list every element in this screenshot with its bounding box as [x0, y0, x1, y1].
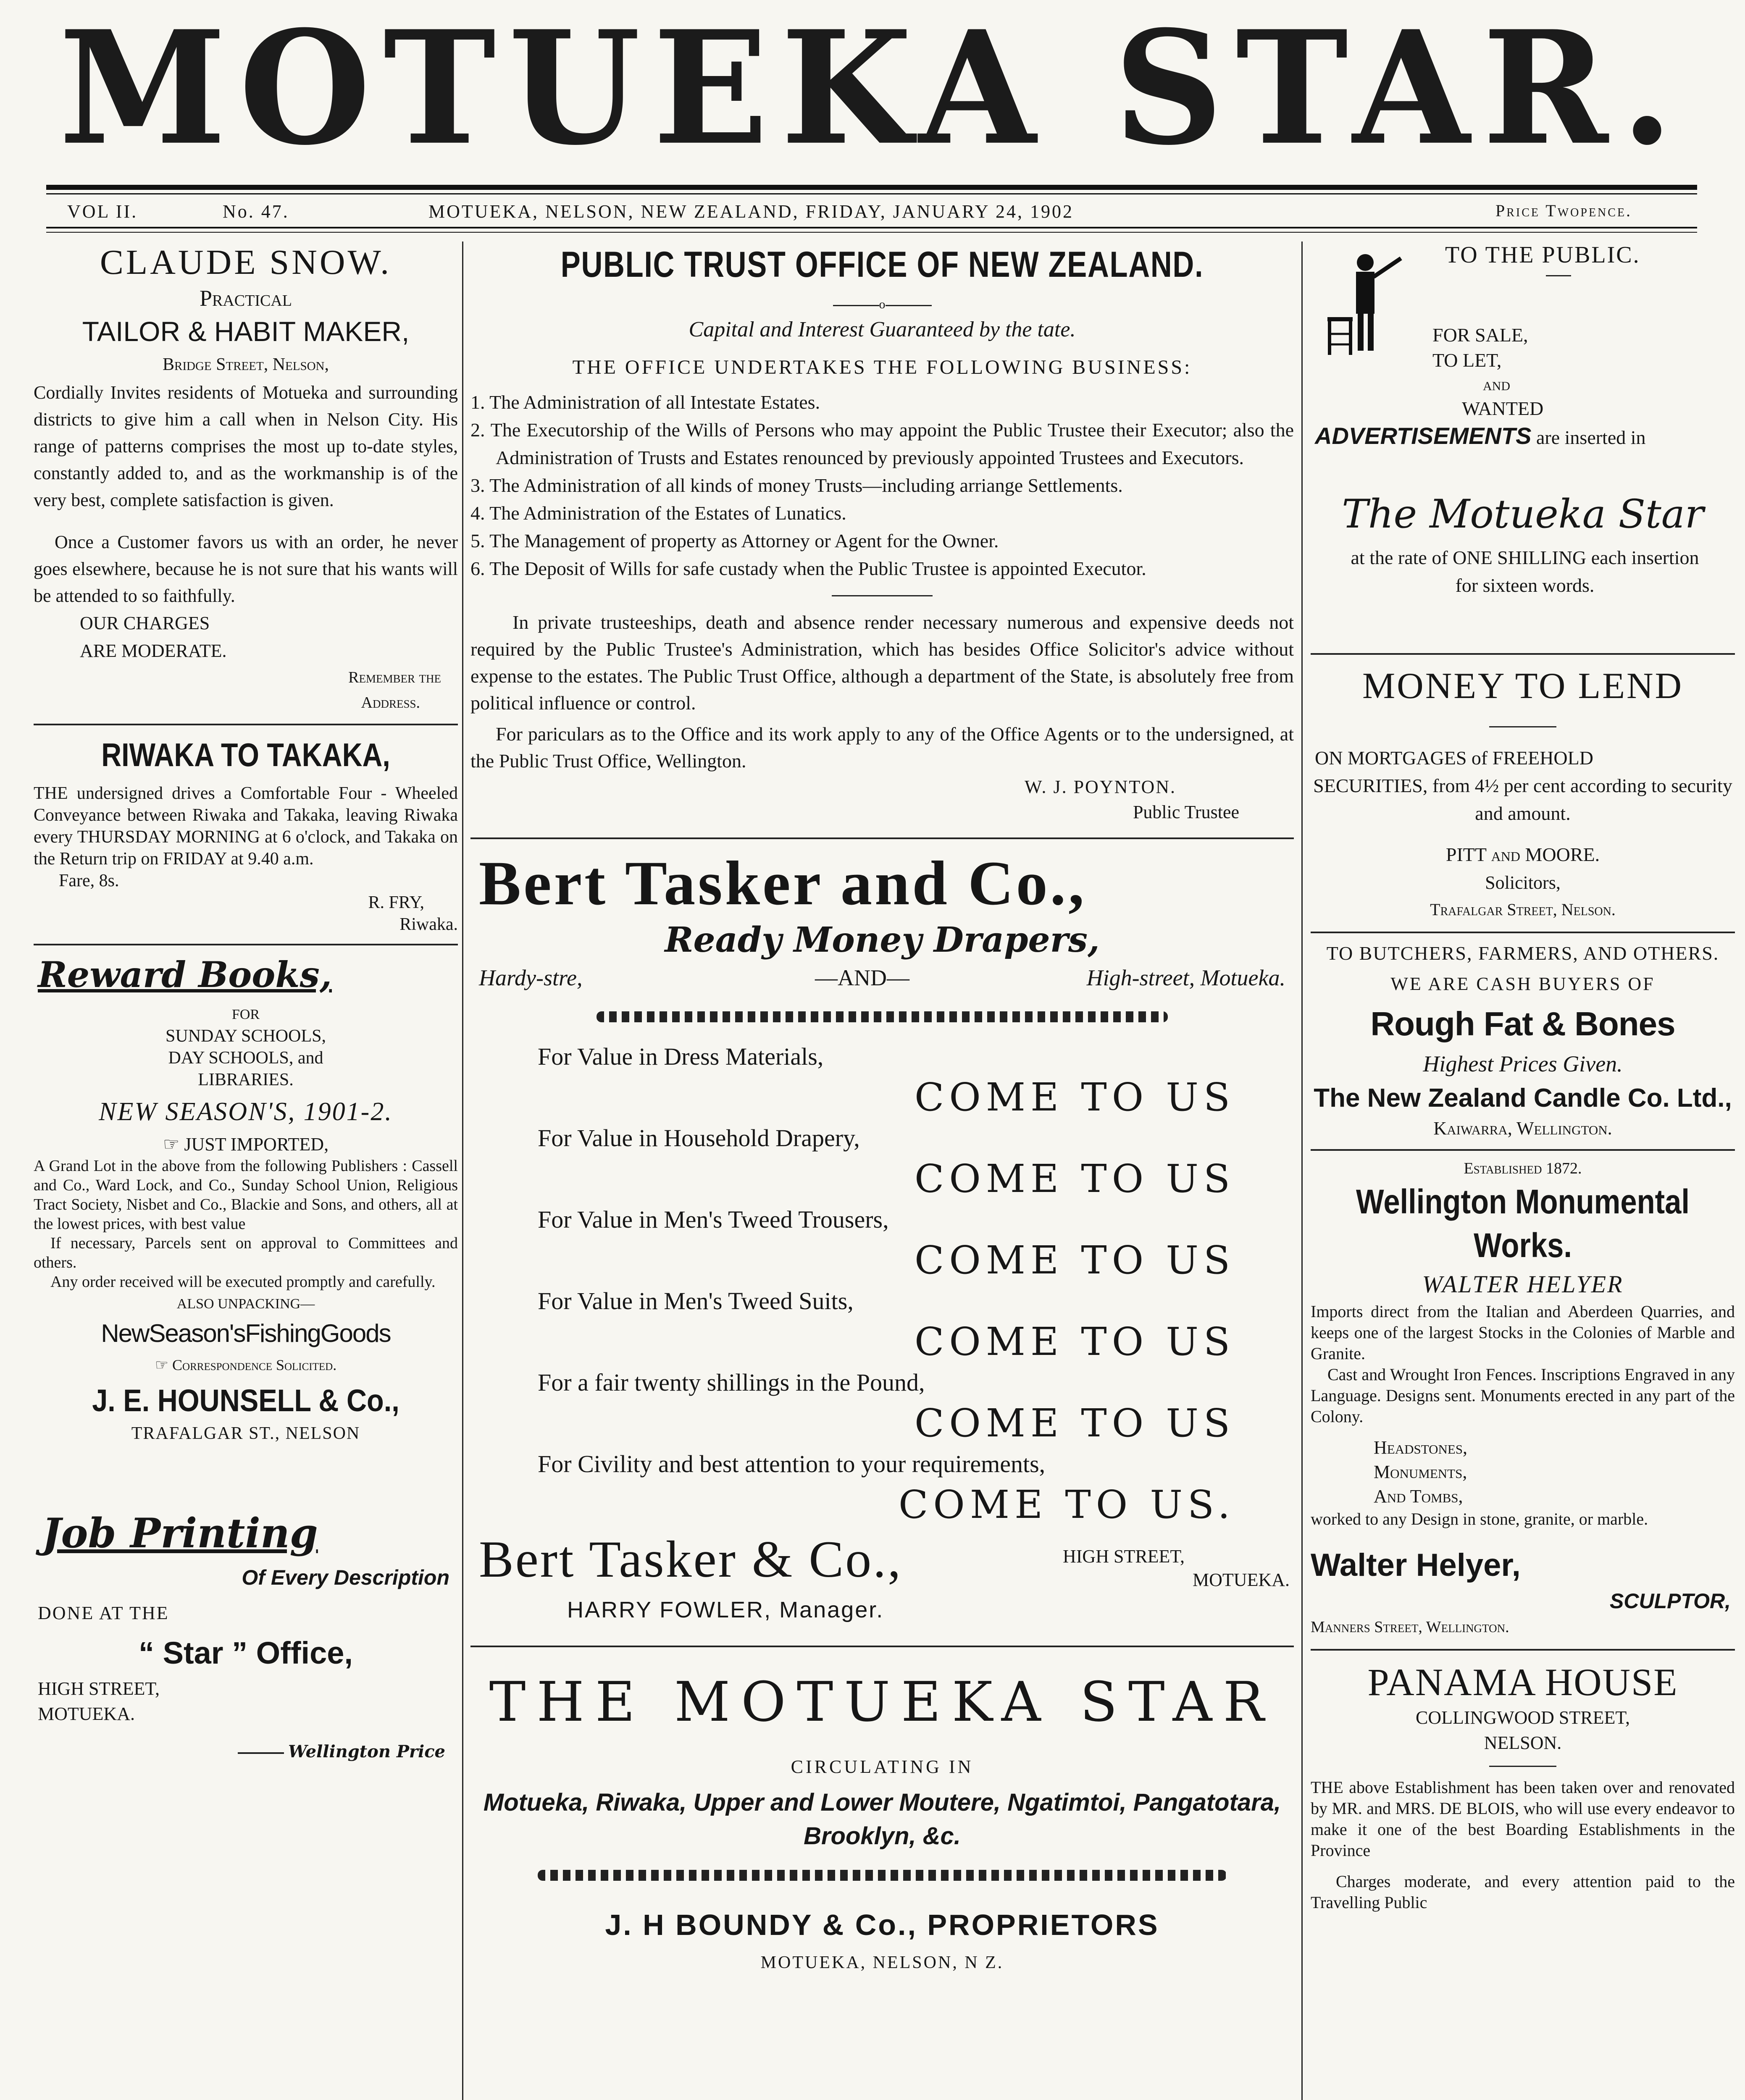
divider	[470, 1646, 1294, 1647]
trust-separator-o: o	[879, 297, 886, 311]
works-monuments: Monuments,	[1374, 1462, 1467, 1482]
motueka-star-ad	[470, 1656, 1294, 1973]
tasker-title: Bert Tasker and Co.,	[479, 848, 1087, 918]
books-imported-text: JUST IMPORTED,	[184, 1134, 329, 1155]
works-address: Manners Street, Wellington.	[1311, 1618, 1509, 1636]
panama-paragraph-2: Charges moderate, and every attention paid to the Travelling Public	[1311, 1872, 1735, 1912]
money-to-lend-ad	[1311, 663, 1735, 923]
tasker-row-label: For a fair twenty shillings in the Pound,	[538, 1369, 925, 1396]
works-signature: Walter Helyer,	[1311, 1547, 1521, 1583]
books-fishing: NewSeason'sFishingGoods	[101, 1319, 391, 1347]
job-printing-ad	[34, 1508, 458, 1777]
works-paragraph-3: worked to any Design in stone, granite, or marble.	[1311, 1509, 1648, 1528]
tasker-row	[470, 1365, 1294, 1446]
trust-title: PUBLIC TRUST OFFICE OF NEW ZEALAND.	[560, 244, 1204, 285]
tasker-row-come: COME TO US	[914, 1156, 1235, 1201]
job-done: DONE AT THE	[38, 1603, 169, 1623]
tasker-manager: HARRY FOWLER, Manager.	[567, 1597, 884, 1622]
public-to-let: TO LET,	[1432, 349, 1502, 371]
masthead-rule-bottom	[46, 227, 1697, 228]
tasker-row	[470, 1202, 1294, 1284]
books-for: FOR	[231, 1007, 260, 1022]
panama-title: PANAMA HOUSE	[1367, 1661, 1678, 1704]
tasker-row-come: COME TO US.	[899, 1482, 1235, 1527]
footer-rule	[238, 1752, 284, 1754]
tasker-row-come: COME TO US	[914, 1319, 1235, 1364]
money-title: MONEY TO LEND	[1362, 666, 1684, 706]
reward-books-ad	[34, 954, 458, 1445]
snow-trade-main: TAILOR & HABIT MAKER,	[82, 316, 410, 347]
snow-name: CLAUDE SNOW.	[100, 243, 392, 282]
job-footer-text: Wellington Price	[288, 1742, 445, 1761]
works-paragraph-2: Cast and Wrought Iron Fences. Inscriptions Engraved in any Language. Designs sent. Monuments erected in any part of the Colony.	[1311, 1365, 1735, 1426]
tasker-row-label: For Value in Men's Tweed Suits,	[538, 1287, 854, 1315]
butchers-company: The New Zealand Candle Co. Ltd.,	[1314, 1084, 1732, 1113]
public-for-sale: FOR SALE,	[1432, 324, 1528, 346]
claude-snow-ad	[34, 242, 458, 715]
tasker-row-label: For Value in Dress Materials,	[538, 1043, 824, 1070]
works-sculptor: SCULPTOR,	[1610, 1589, 1731, 1613]
panama-street: COLLINGWOOD STREET,	[1416, 1707, 1630, 1728]
trust-signature: W. J. POYNTON.	[1024, 777, 1176, 797]
books-correspondence-text: Correspondence Solicited.	[172, 1357, 337, 1373]
star-circulating: CIRCULATING IN	[791, 1756, 974, 1777]
spacer	[34, 1445, 458, 1508]
riwaka-title: RIWAKA TO TAKAKA,	[101, 736, 390, 773]
divider	[34, 944, 458, 945]
public-advertisements	[1315, 422, 1731, 452]
divider	[1311, 932, 1735, 933]
middle-column	[470, 242, 1294, 2100]
money-solicitors: Solicitors,	[1485, 872, 1561, 893]
tasker-sig-address-2: MOTUEKA.	[1193, 1570, 1290, 1590]
books-line-1: SUNDAY SCHOOLS,	[166, 1026, 326, 1046]
issue-number: No. 47.	[223, 201, 289, 222]
tasker-locations	[470, 961, 1294, 995]
star-proprietors: J. H BOUNDY & Co., PROPRIETORS	[605, 1908, 1159, 1941]
tasker-row-label: For Value in Men's Tweed Trousers,	[538, 1206, 889, 1233]
pointing-hand-icon: ☞	[163, 1134, 184, 1155]
snow-paragraph-2: Once a Customer favors us with an order, he never goes elsewhere, because he is not sure that his wants will be attended to so faithfully.	[34, 532, 458, 606]
books-paragraph-2: If necessary, Parcels sent on approval to Committees and others.	[34, 1234, 458, 1271]
right-column	[1311, 242, 1735, 2100]
tasker-signature-block	[470, 1528, 1294, 1595]
panama-paragraph-1: THE above Establishment has been taken over and renovated by MR. and MRS. DE BLOIS, who will use every endeavor to make it one of the best Boarding Establishments in the Province	[1311, 1778, 1735, 1860]
works-title: Wellington Monumental Works.	[1356, 1183, 1690, 1265]
to-the-public-ad	[1311, 242, 1735, 645]
snow-paragraph-1: Cordially Invites residents of Motueka and surrounding districts to give him a call when in Nelson City. His range of patterns comprises the most up to-date styles, constantly added to, and as the workmanship is of the very best, complete satisfaction is given.	[34, 382, 458, 510]
books-imported	[34, 1133, 458, 1156]
dateline	[59, 201, 1689, 226]
short-rule	[1489, 726, 1556, 727]
snow-charges-2: ARE MODERATE.	[80, 640, 227, 661]
hounsell-address: TRAFALGAR ST., NELSON	[131, 1424, 360, 1443]
masthead-rule-top-thin	[46, 193, 1697, 194]
works-paragraph-1: Imports direct from the Italian and Aberdeen Quarries, and keeps one of the largest Stocks in the Colonies of Marble and Granite.	[1311, 1302, 1735, 1363]
divider	[470, 837, 1294, 839]
riwaka-fare: Fare, 8s.	[59, 871, 119, 890]
tasker-row	[470, 1121, 1294, 1202]
ornamental-rule	[597, 1011, 1168, 1022]
column-divider-right	[1301, 242, 1303, 2100]
butchers-address: Kaiwarra, Wellington.	[1433, 1118, 1612, 1139]
public-wanted: WANTED	[1462, 398, 1544, 419]
butchers-cash: WE ARE CASH BUYERS OF	[1390, 974, 1655, 994]
trust-paragraph-1: In private trusteeships, death and absence render necessary numerous and expensive deeds not required by the Public Trustee's Administration, which has besides Office Solicitor's advice without expense to the estates. The Public Trust Office, although a department of the State, is absolutely free from political influence or control.	[470, 612, 1294, 714]
public-paper-name: The Motueka Star	[1342, 491, 1704, 537]
trust-item: 2. The Executorship of the Wills of Persons who may appoint the Public Trustee their Executor; also the Administration of Trusts and Estates renounced by previously appointed Trustees and Executors.	[470, 419, 1294, 468]
star-title: THE MOTUEKA STAR	[489, 1670, 1275, 1734]
public-and: AND	[1483, 379, 1510, 393]
divider	[1311, 1649, 1735, 1651]
books-paragraph-3: Any order received will be executed promptly and carefully.	[50, 1273, 436, 1291]
money-line-2: SECURITIES, from 4½ per cent according to security and amount.	[1313, 775, 1732, 824]
trust-signature-title: Public Trustee	[1133, 802, 1239, 822]
gentleman-figure-icon	[1319, 250, 1403, 359]
job-title: Job Printing	[42, 1509, 318, 1557]
trust-separator	[470, 296, 1294, 313]
price: Price Twopence.	[1495, 201, 1632, 220]
trust-intro: THE OFFICE UNDERTAKES THE FOLLOWING BUSINESS:	[572, 356, 1192, 378]
short-rule	[1546, 275, 1571, 276]
butchers-prices: Highest Prices Given.	[1423, 1051, 1623, 1076]
trust-item: 5. The Management of property as Attorney or Agent for the Owner.	[470, 530, 999, 551]
left-column	[34, 242, 458, 2100]
newspaper-title: MOTUEKA STAR.	[59, 0, 1686, 180]
tasker-row-come: COME TO US	[914, 1401, 1235, 1446]
snow-trade: Practical	[199, 286, 292, 311]
butchers-fat: Rough Fat & Bones	[1370, 1005, 1675, 1042]
trust-capital: Capital and Interest Guaranteed by the tate.	[689, 318, 1076, 341]
star-address: MOTUEKA, NELSON, N Z.	[760, 1953, 1004, 1972]
money-address: Trafalgar Street, Nelson.	[1430, 900, 1616, 919]
public-rate: at the rate of ONE SHILLING each insertion for sixteen words.	[1351, 547, 1699, 596]
tasker-row	[470, 1039, 1294, 1121]
works-name: WALTER HELYER	[1422, 1270, 1624, 1298]
job-address-2: MOTUEKA.	[38, 1704, 135, 1724]
volume: VOL II.	[67, 201, 138, 222]
tasker-row-come: COME TO US	[914, 1075, 1235, 1120]
tasker-row-come: COME TO US	[914, 1238, 1235, 1283]
masthead-rule-bottom-thin	[46, 232, 1697, 233]
rule	[886, 305, 932, 306]
rule	[833, 305, 879, 306]
public-title: TO THE PUBLIC.	[1445, 242, 1640, 268]
riwaka-ad	[34, 734, 458, 935]
snow-charges-1: OUR CHARGES	[80, 613, 210, 633]
job-address-1: HIGH STREET,	[38, 1678, 160, 1699]
tasker-row	[470, 1446, 1294, 1528]
masthead-rule-top	[46, 185, 1697, 190]
butchers-ad	[1311, 942, 1735, 1143]
panama-house-ad	[1311, 1659, 1735, 1913]
column-divider-left	[462, 242, 463, 2100]
divider	[34, 724, 458, 725]
public-advertisements-word: ADVERTISEMENTS	[1315, 423, 1532, 449]
ornamental-rule	[538, 1870, 1227, 1881]
books-line-3: LIBRARIES.	[198, 1070, 294, 1089]
riwaka-body: THE undersigned drives a Comfortable Four - Wheeled Conveyance between Riwaka and Takaka, leaving Riwaka every THURSDAY MORNING at 6 o'clock, and Takaka on the Return trip on FRIDAY at 9.40 a.m.	[34, 784, 458, 869]
tasker-hardy: Hardy-stre,	[479, 965, 583, 990]
masthead	[0, 0, 1745, 181]
trust-item: 6. The Deposit of Wills for safe custady when the Public Trustee is appointed Executor.	[470, 558, 1146, 579]
books-season: NEW SEASON'S, 1901-2.	[99, 1097, 393, 1126]
works-established: Established 1872.	[1464, 1160, 1582, 1177]
tasker-high: High-street, Motueka.	[1086, 965, 1285, 990]
tasker-row	[470, 1284, 1294, 1365]
pointing-hand-icon: ☞	[155, 1357, 173, 1373]
butchers-title: TO BUTCHERS, FARMERS, AND OTHERS.	[1326, 942, 1719, 964]
panama-town: NELSON.	[1484, 1732, 1562, 1753]
works-tombs: And Tombs,	[1374, 1486, 1463, 1507]
money-signature: PITT and MOORE.	[1445, 844, 1600, 865]
place-date: MOTUEKA, NELSON, NEW ZEALAND, FRIDAY, JANUARY 24, 1902	[428, 201, 1074, 222]
tasker-and: —AND—	[815, 965, 909, 990]
job-office: “ Star ” Office,	[139, 1635, 353, 1670]
short-rule	[1489, 1766, 1556, 1767]
snow-remember: Remember the	[348, 669, 441, 686]
divider	[1311, 653, 1735, 655]
hounsell-firm: J. E. HOUNSELL & Co.,	[92, 1383, 399, 1418]
short-rule	[832, 595, 933, 596]
snow-address-note: Address.	[361, 694, 420, 711]
books-paragraph-1: A Grand Lot in the above from the following Publishers : Cassell and Co., Ward Lock, and Co., Sunday School Union, Religious Tract Society, Nisbet and Co., Blackie and Sons, and others, all at the lowest prices, with best value	[34, 1157, 458, 1233]
job-sub: Of Every Description	[242, 1566, 449, 1589]
trust-item: 4. The Administration of the Estates of Lunatics.	[470, 502, 846, 524]
trust-business-list	[470, 388, 1294, 583]
trust-item: 1. The Administration of all Intestate Estates.	[470, 391, 820, 413]
public-trust-ad	[470, 242, 1294, 825]
works-headstones: Headstones,	[1374, 1437, 1468, 1458]
monumental-works-ad	[1311, 1157, 1735, 1641]
job-footer	[34, 1727, 458, 1777]
tasker-signature: Bert Tasker & Co.,	[479, 1530, 903, 1588]
public-advertisements-rest: are inserted in	[1536, 427, 1646, 448]
tasker-row-label: For Civility and best attention to your requirements,	[538, 1450, 1046, 1478]
snow-address: Bridge Street, Nelson,	[163, 355, 329, 374]
trust-item: 3. The Administration of all kinds of money Trusts—including arriange Settlements.	[470, 475, 1123, 496]
books-line-2: DAY SCHOOLS, and	[168, 1048, 323, 1068]
tasker-sig-address-1: HIGH STREET,	[1063, 1546, 1185, 1567]
divider	[1311, 1149, 1735, 1151]
books-title: Reward Books,	[38, 954, 332, 995]
tasker-row-label: For Value in Household Drapery,	[538, 1124, 860, 1152]
riwaka-sig: R. FRY,	[368, 893, 424, 912]
riwaka-place: Riwaka.	[399, 915, 458, 934]
tasker-sub: Ready Money Drapers,	[665, 920, 1100, 960]
star-places: Motueka, Riwaka, Upper and Lower Moutere, Ngatimtoi, Pangatotara, Brooklyn, &c.	[483, 1789, 1281, 1850]
books-correspondence	[34, 1350, 458, 1380]
money-line-1: ON MORTGAGES of FREEHOLD	[1315, 747, 1593, 769]
books-also: ALSO UNPACKING—	[176, 1296, 315, 1312]
trust-paragraph-2: For pariculars as to the Office and its work apply to any of the Office Agents or to the undersigned, at the Public Trust Office, Wellington.	[470, 723, 1294, 772]
bert-tasker-ad	[470, 848, 1294, 1625]
